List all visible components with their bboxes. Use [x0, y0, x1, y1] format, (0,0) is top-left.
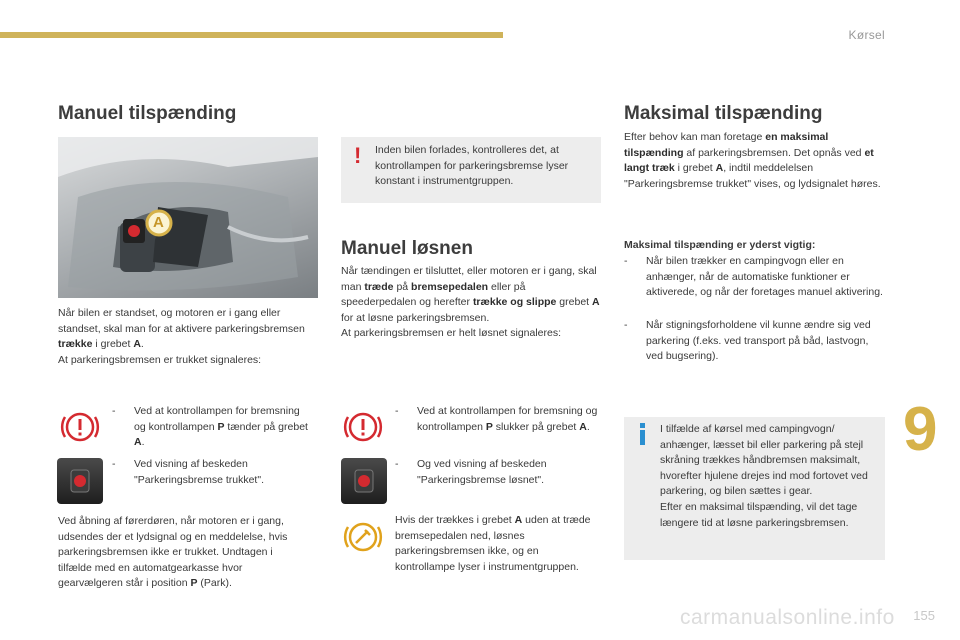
middle-bullet-2: - Og ved visning af beskeden "Parkeringsbremse løsnet".: [395, 458, 547, 486]
middle-intro: Når tændingen er tilsluttet, eller motoren er i gang, skal man træde på bremsepedalen eller på speederpedalen og herefter trække og slippe grebet A for at løsne parkeringsbremsen. At parkeringsbremsen er helt løsnet signaleres:: [341, 265, 600, 340]
display-message-icon: [57, 458, 103, 504]
middle-title: Manuel løsnen: [341, 238, 473, 259]
parking-brake-photo: [58, 137, 318, 298]
display-message-icon: [341, 458, 387, 504]
important-item-1: - Når bilen trækker en campingvogn eller en anhænger, når de automatiske funktioner er aktiverede, og når der foretages manuel aktivering.: [624, 255, 883, 299]
important-item-2: - Når stigningsforholdene vil kunne ændre sig ved parkering (f.eks. ved transport på båd, lastvogn, ved bugsering).: [624, 319, 871, 363]
left-title: Manuel tilspænding: [58, 103, 237, 124]
important-heading: Maksimal tilspænding er yderst vigtig:: [624, 239, 816, 251]
left-door-text: Ved åbning af førerdøren, når motoren er i gang, udsendes der et lydsignal og en meddelelse, hvis parkeringsbremsen ikke er trukket. Undtagen i tilfælde med en automatgearkasse hvor gearvælgeren står i position P (Park).: [58, 515, 288, 590]
watermark: carmanualsonline.info: [680, 606, 895, 629]
info-note-box: [624, 417, 885, 560]
page-number: 155: [913, 608, 935, 623]
left-intro: Når bilen er standset, og motoren er i gang eller standset, skal man for at aktivere parkeringsbremsen trække i grebet A. At parkeringsbremsen er trukket signaleres:: [58, 307, 305, 366]
info-icon: [636, 423, 649, 445]
section-label: Kørsel: [848, 28, 885, 42]
parking-brake-illustration: [58, 137, 318, 298]
right-title: Maksimal tilspænding: [624, 103, 823, 124]
middle-bullet-1: - Ved at kontrollampen for bremsning og kontrollampen P slukker på grebet A.: [395, 405, 598, 433]
exclamation-icon: !: [354, 143, 362, 168]
right-intro: Efter behov kan man foretage en maksimal tilspænding af parkeringsbremsen. Det opnås ved et langt træk i grebet A, indtil meddelelsen "Parkeringsbremse trukket" vises, og lydsignalet høres.: [624, 131, 881, 190]
brake-fault-icon: [341, 515, 385, 559]
callout-a-label: A: [153, 214, 164, 231]
warning-note-text: Inden bilen forlades, kontrolleres det, at kontrollampen for parkeringsbremse lyser konstant i instrumentgruppen.: [375, 144, 569, 188]
chapter-number: 9: [903, 395, 938, 464]
brake-warning-icon: [58, 405, 102, 449]
left-bullet-1: - Ved at kontrollampen for bremsning og kontrollampen P tænder på grebet A.: [112, 405, 308, 449]
middle-pull-text: Hvis der trækkes i grebet A uden at træde bremsepedalen ned, løsnes parkeringsbremsen ikke, og en kontrollampe lyser i instrumentgruppen.: [395, 514, 591, 573]
brake-warning-icon: [341, 405, 385, 449]
header-accent-bar: [0, 32, 503, 38]
info-note-text: I tilfælde af kørsel med campingvogn/ anhænger, læsset bil eller parkering på stejl skråning trækkes håndbremsen maksimalt, hvorefter hjulene drejes ind mod fortovet ved parkering, og bilen sættes i gear. Efter en maksimal tilspænding, vil det tage længere tid at løsne parkeringsbremsen.: [660, 423, 868, 529]
left-bullet-2: - Ved visning af beskeden "Parkeringsbremse trukket".: [112, 458, 264, 486]
warning-note-box: [341, 137, 601, 203]
